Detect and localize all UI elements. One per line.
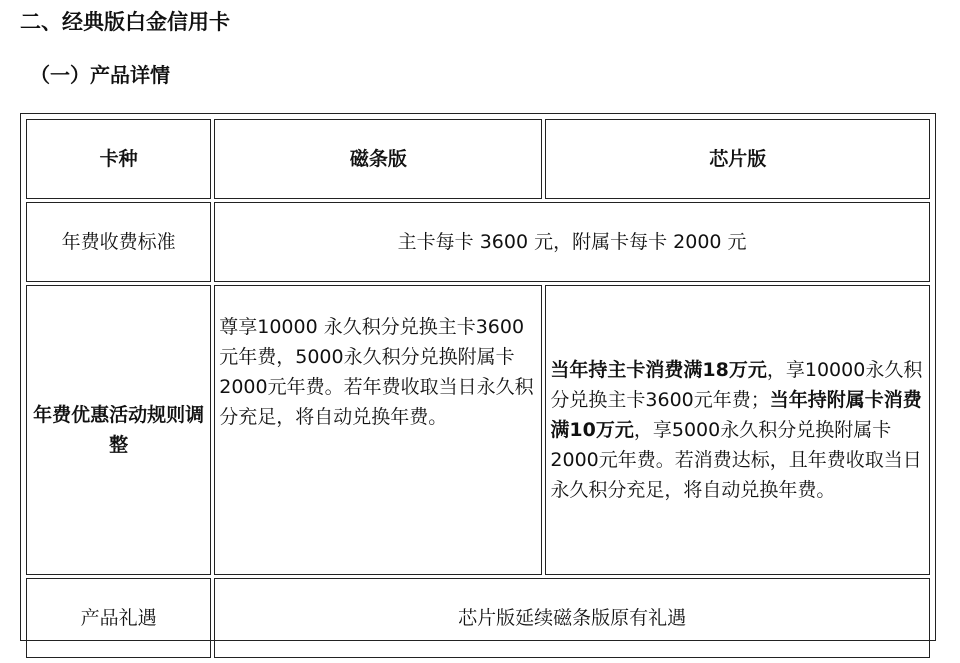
fee-rule-label: 年费优惠活动规则调整 xyxy=(26,285,211,575)
product-detail-table xyxy=(23,116,933,661)
chip-rule-supplementary-threshold: 当年持附属卡消费满10万元 xyxy=(550,389,922,441)
annual-fee-value: 主卡每卡 3600 元，附属卡每卡 2000 元 xyxy=(214,202,930,282)
header-chip: 芯片版 xyxy=(545,119,930,199)
table-row-fee-rule xyxy=(26,285,930,575)
chip-rule-primary-threshold: 当年持主卡消费满18万元 xyxy=(550,359,767,381)
header-magstripe: 磁条版 xyxy=(214,119,542,199)
benefits-value: 芯片版延续磁条版原有礼遇 xyxy=(214,578,930,658)
subsection-title: （一）产品详情 xyxy=(30,63,170,87)
chip-rule-supplementary-benefit: ，享5000永久积分兑换附属卡2000元年费。若消费达标，且年费收取当日永久积分充足，将自动兑换年费。 xyxy=(550,419,922,501)
fee-rule-magstripe xyxy=(214,285,542,575)
table-row-benefits xyxy=(26,578,930,658)
chip-rule-primary-benefit: ，享10000永久积分兑换主卡3600元年费； xyxy=(550,359,923,411)
fee-rule-chip xyxy=(545,285,930,575)
product-detail-table-frame xyxy=(20,113,936,641)
table-header-row xyxy=(26,119,930,199)
header-card-type: 卡种 xyxy=(26,119,211,199)
benefits-label: 产品礼遇 xyxy=(26,578,211,658)
fee-rule-magstripe-text: 尊享10000 永久积分兑换主卡3600元年费，5000永久积分兑换附属卡2000元年费。若年费收取当日永久积分充足，将自动兑换年费。 xyxy=(219,316,534,428)
table-row-annual-fee xyxy=(26,202,930,282)
annual-fee-label: 年费收费标准 xyxy=(26,202,211,282)
fee-rule-chip-text xyxy=(550,355,925,505)
section-title: 二、经典版白金信用卡 xyxy=(20,10,230,34)
